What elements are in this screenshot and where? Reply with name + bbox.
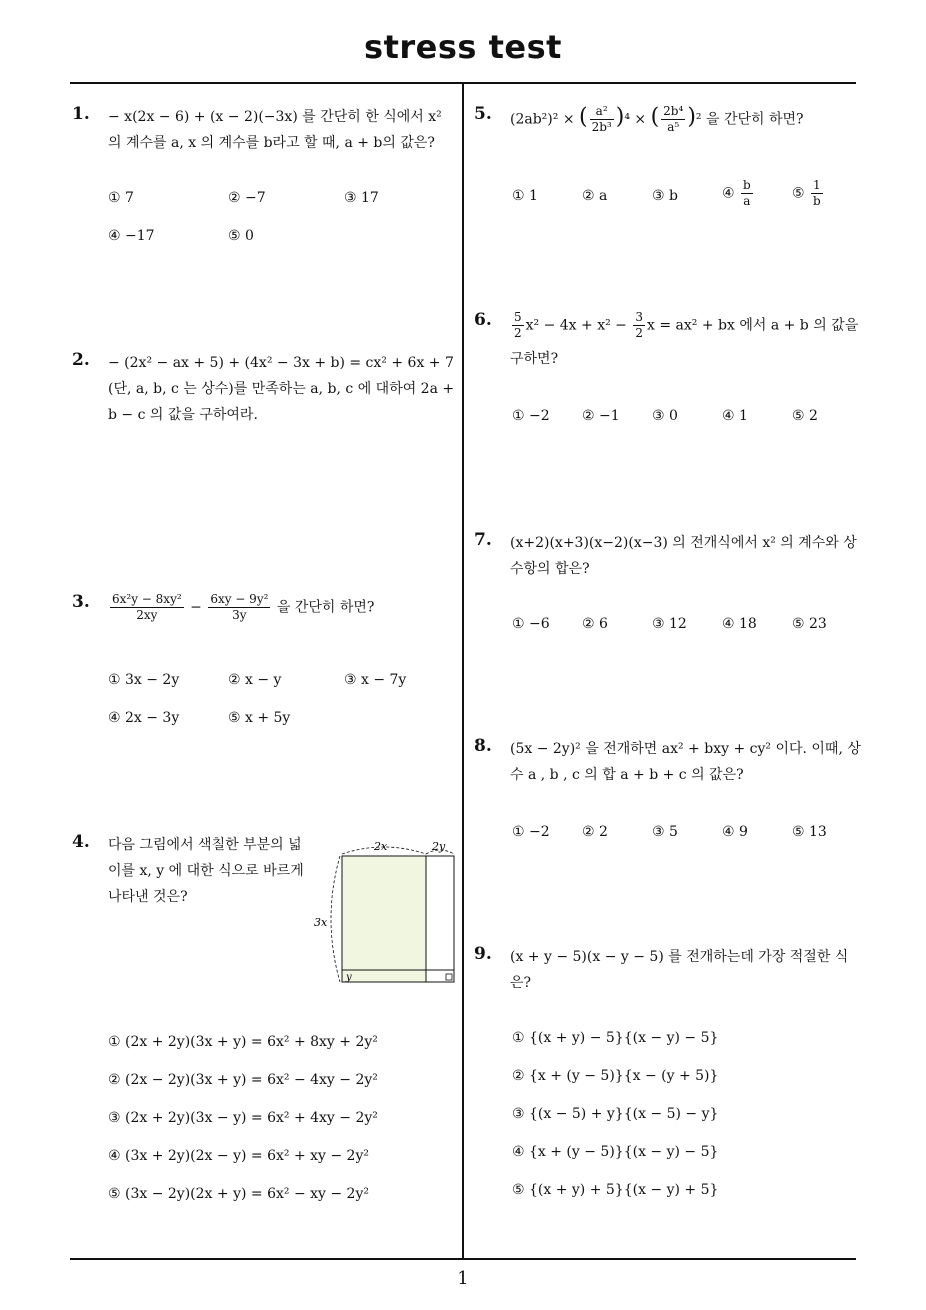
question-text: (x + y − 5)(x − y − 5) 를 전개하는데 가장 적절한 식은? [510,949,849,991]
question-2 [72,350,457,440]
option-4[interactable]: ④ $\frac{b}{a}$ [722,178,751,208]
question-number: 1. [72,104,90,124]
option-2[interactable]: ② (2x − 2y)(3x + y) = 6x² − 4xy − 2y² [108,1072,378,1088]
option-2[interactable]: ② −7 [228,190,266,206]
question-9 [474,944,864,1214]
option-5[interactable]: ⑤ 0 [228,228,254,244]
column-divider [462,84,464,1258]
option-3[interactable]: ③ 0 [652,408,678,424]
option-3[interactable]: ③ (2x + 2y)(3x − y) = 6x² + 4xy − 2y² [108,1110,378,1126]
option-3[interactable]: ③ 12 [652,616,687,632]
fraction-1: $\frac{\text{a²}}{\text{2b³}}$ [591,104,612,134]
fraction-1: $\frac{\text{6x²y − 8xy²}}{2xy}$ [112,592,182,622]
option-5[interactable]: ⑤ 13 [792,824,827,840]
bottom-rule [70,1258,856,1260]
question-8 [474,736,864,846]
question-3 [72,592,457,732]
question-7 [474,530,864,640]
option-1[interactable]: ① 7 [108,190,134,206]
question-number: 3. [72,592,90,612]
question-text: 다음 그림에서 색칠한 부분의 넓이를 x, y 에 대한 식으로 바르게 나타낸 것은? [108,837,304,905]
area-figure [312,836,462,992]
option-3[interactable]: ③ b [652,188,678,204]
question-text: (5x − 2y)² 을 전개하면 ax² + bxy + cy² 이다. 이때, 상수 a , b , c 의 합 a + b + c 의 값은? [510,741,861,783]
option-4[interactable]: ④ 1 [722,408,748,424]
question-text: $\frac{5}{2}$ x² − 4x + x² − $\frac{3}{2}$ x = ax² + bx 에서 a + b 의 값을 구하면? [510,310,859,367]
question-5 [474,104,859,224]
option-2[interactable]: ② −1 [582,408,620,424]
page-title: stress test [364,28,562,66]
option-1[interactable]: ① −2 [512,408,550,424]
question-text: − x(2x − 6) + (x − 2)(−3x) 를 간단히 한 식에서 x² 의 계수를 a, x 의 계수를 b라고 할 때, a + b의 값은? [108,109,442,151]
option-2[interactable]: ② a [582,188,608,204]
option-5[interactable]: ⑤ $\frac{1}{b}$ [792,178,821,208]
question-number: 7. [474,530,492,550]
label-y: y [346,972,352,983]
page-number: 1 [457,1268,469,1289]
question-number: 4. [72,832,90,852]
fraction-2: $\frac{\text{2b⁴}}{\text{a⁵}}$ [663,104,684,134]
option-4[interactable]: ④ {x + (y − 5)}{(x − y) − 5} [512,1144,719,1160]
option-5[interactable]: ⑤ (3x − 2y)(2x + y) = 6x² − xy − 2y² [108,1186,369,1202]
option-2[interactable]: ② 6 [582,616,608,632]
option-1[interactable]: ① −6 [512,616,550,632]
question-text: $\frac{\text{6x²y − 8xy²}}{2xy}$ − $\frac{\text{6xy − 9y²}}{3y}$ 을 간단히 하면? [112,592,375,622]
fraction-2: $\frac{3}{2}$ [635,310,643,340]
question-1 [72,104,452,264]
question-text: (2ab²)² × ( $\frac{\text{a²}}{\text{2b³}}$ )⁴ × ( $\frac{\text{2b⁴}}{\text{a⁵}}$ )² 을 간단히 하면? [510,104,804,134]
option-1[interactable]: ① −2 [512,824,550,840]
question-text: − (2x² − ax + 5) + (4x² − 3x + b) = cx² + 6x + 7 (단, a, b, c 는 상수)를 만족하는 a, b, c 에 대하여 2a + b − c 의 값을 구하여라. [108,355,455,423]
label-2y: 2y [432,840,446,853]
option-4[interactable]: ④ 18 [722,616,757,632]
option-5[interactable]: ⑤ {(x + y) + 5}{(x − y) + 5} [512,1182,719,1198]
option-2[interactable]: ② 2 [582,824,608,840]
option-1[interactable]: ① (2x + 2y)(3x + y) = 6x² + 8xy + 2y² [108,1034,378,1050]
question-text: (x+2)(x+3)(x−2)(x−3) 의 전개식에서 x² 의 계수와 상수항의 합은? [510,535,857,577]
option-2[interactable]: ② x − y [228,672,282,688]
option-4[interactable]: ④ 2x − 3y [108,710,180,726]
option-3[interactable]: ③ 17 [344,190,379,206]
option-4[interactable]: ④ −17 [108,228,155,244]
question-number: 8. [474,736,492,756]
shaded-region [342,856,426,982]
question-number: 5. [474,104,492,124]
question-number: 6. [474,310,492,330]
question-4 [72,832,457,1212]
option-1[interactable]: ① 1 [512,188,538,204]
option-3[interactable]: ③ x − 7y [344,672,407,688]
fraction-2: $\frac{\text{6xy − 9y²}}{3y}$ [210,592,269,622]
option-3[interactable]: ③ {(x − 5) + y}{(x − 5) − y} [512,1106,719,1122]
option-1[interactable]: ① 3x − 2y [108,672,180,688]
option-5[interactable]: ⑤ x + 5y [228,710,291,726]
option-4[interactable]: ④ 9 [722,824,748,840]
option-3[interactable]: ③ 5 [652,824,678,840]
question-number: 2. [72,350,90,370]
question-6 [474,310,864,430]
option-1[interactable]: ① {(x + y) − 5}{(x − y) − 5} [512,1030,719,1046]
option-2[interactable]: ② {x + (y − 5)}{x − (y + 5)} [512,1068,719,1084]
option-5[interactable]: ⑤ 23 [792,616,827,632]
fraction-1: $\frac{5}{2}$ [514,310,522,340]
option-5[interactable]: ⑤ 2 [792,408,818,424]
label-3x: 3x [314,916,328,929]
question-number: 9. [474,944,492,964]
label-2x: 2x [374,840,388,853]
option-4[interactable]: ④ (3x + 2y)(2x − y) = 6x² + xy − 2y² [108,1148,369,1164]
